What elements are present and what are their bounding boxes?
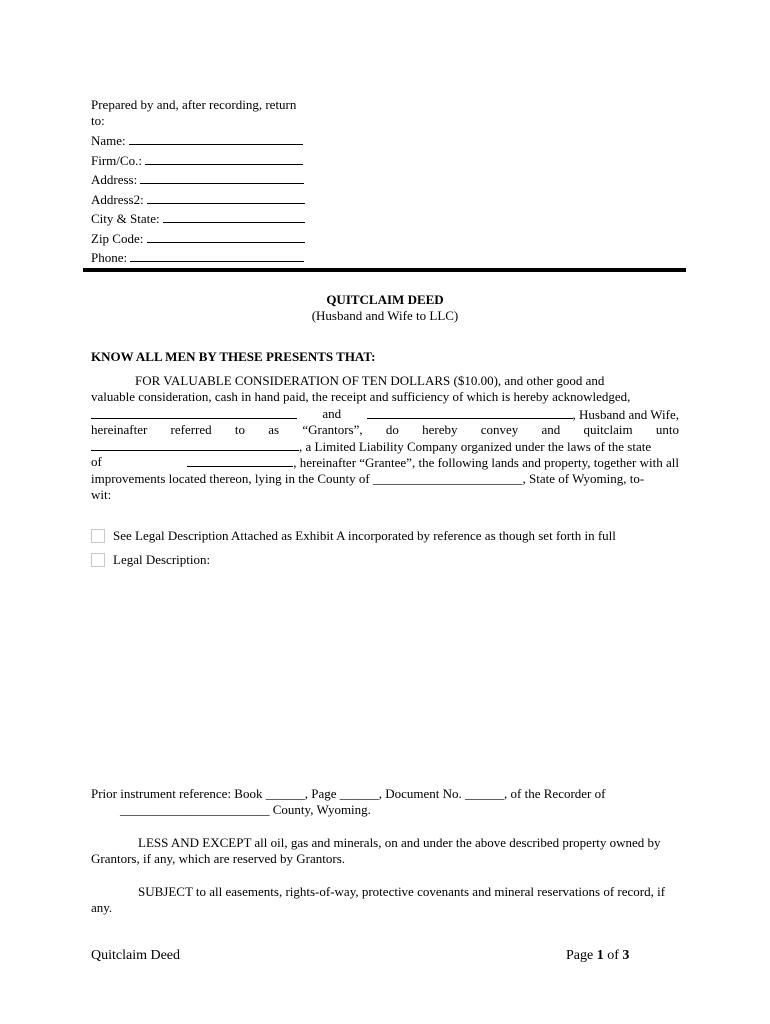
zip-field[interactable] [147,230,305,243]
city-state-row [91,210,311,230]
city-state-label: City & State: [91,211,160,226]
subject-to-paragraph: SUBJECT to all easements, rights-of-way, protective covenants and mineral reservations of record, if any. [91,884,666,915]
firm-field[interactable] [145,152,303,165]
zip-row [91,230,311,250]
address-row [91,171,311,191]
grantor-1-blank[interactable] [91,406,297,419]
state-blank[interactable] [187,454,293,467]
document-subtitle: (Husband and Wife to LLC) [311,308,459,323]
grantor-2-blank[interactable] [367,406,573,419]
body-line-6: of , hereinafter “Grantee”, the following lands and property, together with all [91,454,679,471]
firm-label: Firm/Co.: [91,152,142,168]
exhibit-option-label: See Legal Description Attached as Exhibit A incorporated by reference as though set forth in full [113,528,616,543]
prior-line-1: Prior instrument reference: Book ______, Page ______, Document No. ______, of the Recorder of [91,786,606,801]
legal-description-option[interactable] [91,552,210,568]
header-divider [83,268,686,272]
address-field[interactable] [140,171,304,184]
total-pages: 3 [622,948,630,963]
phone-row [91,249,311,269]
address2-field[interactable] [147,191,305,204]
exhibit-option[interactable] [91,528,616,544]
address-label: Address: [91,172,138,187]
prior-line-2: _______________________ County, Wyoming. [120,802,371,817]
body-line-1: FOR VALUABLE CONSIDERATION OF TEN DOLLARS ($10.00), and other good and [135,373,605,388]
address2-row [91,191,311,211]
body-line-2: valuable consideration, cash in hand paid, the receipt and sufficiency of which is hereby acknowledged, [91,389,631,405]
zip-label: Zip Code: [91,230,144,246]
prepared-by-block [91,97,311,269]
address2-label: Address2: [91,191,144,207]
phone-label: Phone: [91,250,128,265]
name-field[interactable] [129,132,303,145]
conveyance-paragraph [91,373,679,503]
document-title: QUITCLAIM DEED [326,292,444,307]
current-page: 1 [596,948,604,963]
less-and-except-paragraph: LESS AND EXCEPT all oil, gas and minerals, on and under the above described property owned by Grantors, if any, which are reserved by Grantors. [91,835,661,866]
legal-description-label: Legal Description: [113,552,211,567]
body-line-3: and , Husband and Wife, [91,406,679,422]
grantee-llc-blank[interactable] [91,438,299,451]
legal-description-checkbox[interactable] [91,553,105,567]
exhibit-checkbox[interactable] [91,529,105,543]
name-row [91,132,311,152]
page-indicator: Page 1 of 3 [566,948,630,963]
name-label: Name: [91,133,126,148]
firm-row [91,152,311,172]
body-line-8: wit: [91,487,112,503]
footer-title: Quitclaim Deed [91,948,181,963]
phone-field[interactable] [130,249,304,262]
body-line-7: improvements located thereon, lying in the County of _______________________, State of Wyoming, to- [91,470,645,486]
county-blank[interactable]: _______________________ [372,470,523,486]
city-state-field[interactable] [163,210,305,223]
body-line-4: hereinafter referred to as “Grantors”, do hereby convey and quitclaim unto [91,421,679,437]
prior-instrument-reference [91,786,681,818]
prepared-by-heading: Prepared by and, after recording, return to: [91,97,297,128]
body-line-5: , a Limited Liability Company organized under the laws of the state [91,438,679,454]
know-all-men-heading: KNOW ALL MEN BY THESE PRESENTS THAT: [91,349,376,364]
